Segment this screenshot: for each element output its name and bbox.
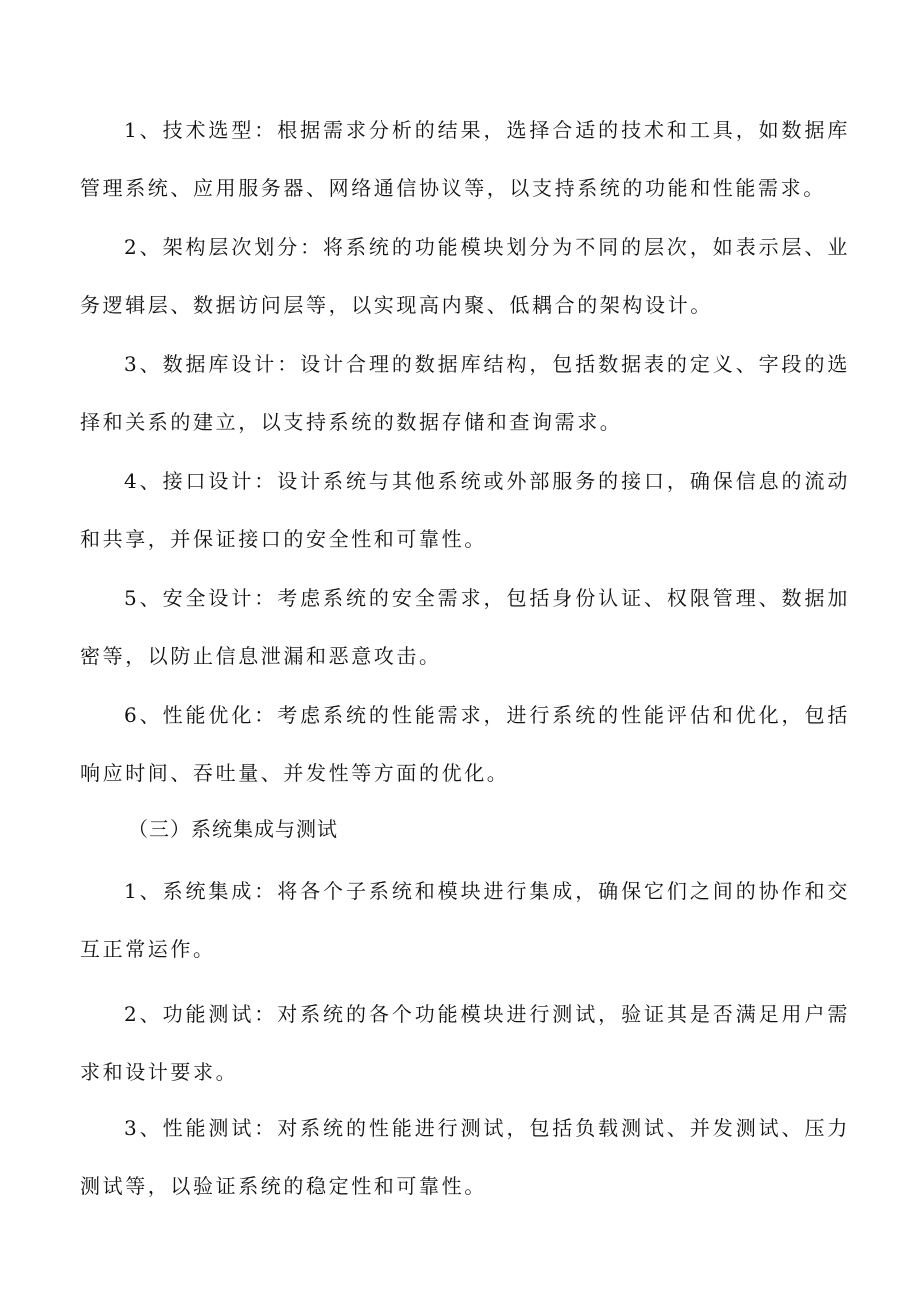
section-heading: （三）系统集成与测试 — [128, 817, 338, 841]
paragraph-performance-testing: 3、性能测试：对系统的性能进行测试，包括负载测试、并发测试、压力测试等，以验证系统的稳定性和可靠性。 — [80, 1116, 850, 1198]
paragraph-performance-optimization: 6、性能优化：考虑系统的性能需求，进行系统的性能评估和优化，包括响应时间、吞吐量、并发性等方面的优化。 — [80, 703, 850, 785]
paragraph-system-integration: 1、系统集成：将各个子系统和模块进行集成，确保它们之间的协作和交互正常运作。 — [80, 879, 850, 961]
paragraph-architecture-layers: 2、架构层次划分：将系统的功能模块划分为不同的层次，如表示层、业务逻辑层、数据访问层等，以实现高内聚、低耦合的架构设计。 — [80, 235, 850, 317]
paragraph-security-design: 5、安全设计：考虑系统的安全需求，包括身份认证、权限管理、数据加密等，以防止信息泄漏和恶意攻击。 — [80, 586, 850, 668]
paragraph-interface-design: 4、接口设计：设计系统与其他系统或外部服务的接口，确保信息的流动和共享，并保证接口的安全性和可靠性。 — [80, 469, 850, 551]
paragraph-function-testing: 2、功能测试：对系统的各个功能模块进行测试，验证其是否满足用户需求和设计要求。 — [80, 1002, 850, 1084]
paragraph-tech-selection: 1、技术选型：根据需求分析的结果，选择合适的技术和工具，如数据库管理系统、应用服务器、网络通信协议等，以支持系统的功能和性能需求。 — [80, 118, 850, 200]
paragraph-database-design: 3、数据库设计：设计合理的数据库结构，包括数据表的定义、字段的选择和关系的建立，以支持系统的数据存储和查询需求。 — [80, 352, 850, 434]
